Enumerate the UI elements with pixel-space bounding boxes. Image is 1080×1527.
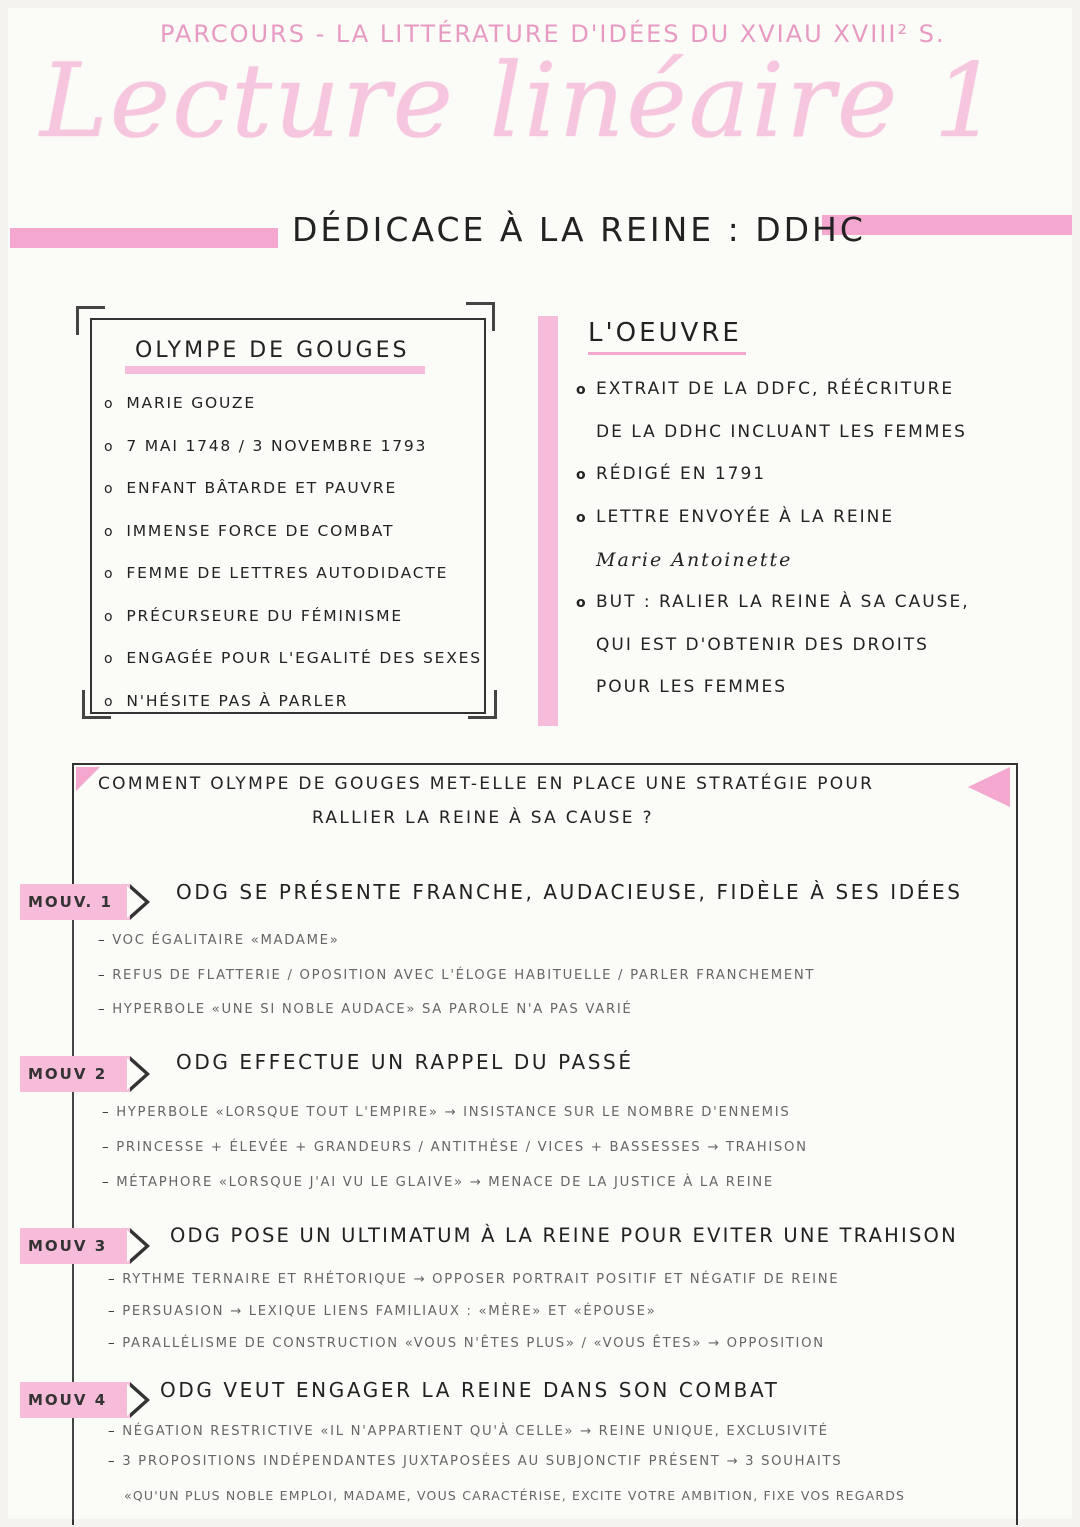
movement-4-point: – 3 PROPOSITIONS INDÉPENDANTES JUXTAPOSÉES AU SUBJONCTIF PRÉSENT → 3 SOUHAITS: [108, 1454, 842, 1469]
movement-title-1: ODG SE PRÉSENTE FRANCHE, AUDACIEUSE, FIDÈLE À SES IDÉES: [176, 880, 963, 904]
list-item: o FEMME DE LETTRES AUTODIDACTE: [104, 558, 482, 601]
bullet: o: [576, 467, 588, 483]
list-item: o IMMENSE FORCE DE COMBAT: [104, 516, 482, 559]
pink-triangle-left-icon: [76, 767, 100, 791]
movement-3-point: – PERSUASION → LEXIQUE LIENS FAMILIAUX : «MÈRE» ET «ÉPOUSE»: [108, 1304, 656, 1319]
list-item: o MARIE GOUZE: [104, 388, 482, 431]
list-item: [576, 624, 1046, 666]
arrow-right-icon: [130, 1056, 150, 1092]
list-item: [576, 368, 1046, 411]
list-item: [576, 496, 1046, 539]
movement-3-point: – PARALLÉLISME DE CONSTRUCTION «VOUS N'ÊTES PLUS» / «VOUS ÊTES» → OPPOSITION: [108, 1336, 825, 1351]
movement-tag-2: MOUV 2: [20, 1056, 130, 1092]
box-corner-top-left: [76, 306, 105, 335]
line-text: EXTRAIT DE LA DDFC, RÉÉCRITURE: [596, 379, 955, 399]
list-item: [576, 539, 1046, 581]
line-text: POUR LES FEMMES: [596, 677, 788, 697]
bullet: o: [576, 382, 588, 398]
problematic-line-1: COMMENT OLYMPE DE GOUGES MET-ELLE EN PLACE UNE STRATÉGIE POUR: [98, 774, 875, 794]
page-subtitle: DÉDICACE À LA REINE : DDHC: [292, 210, 866, 249]
line-text: DE LA DDHC INCLUANT LES FEMMES: [596, 422, 967, 442]
arrow-right-icon: [130, 884, 150, 920]
list-item: o PRÉCURSEURE DU FÉMINISME: [104, 601, 482, 644]
oeuvre-title: L'OEUVRE: [588, 318, 742, 348]
movement-tag-4: MOUV 4: [20, 1382, 130, 1418]
line-text: BUT : RALIER LA REINE À SA CAUSE,: [596, 592, 970, 612]
author-facts-list: [104, 388, 482, 728]
list-item: o 7 MAI 1748 / 3 NOVEMBRE 1793: [104, 431, 482, 474]
movement-tag-3: MOUV 3: [20, 1228, 130, 1264]
list-item: o N'HÉSITE PAS À PARLER: [104, 686, 482, 729]
arrow-right-icon: [130, 1228, 150, 1264]
line-text: QUI EST D'OBTENIR DES DROITS: [596, 635, 929, 655]
movement-title-3: ODG POSE UN ULTIMATUM À LA REINE POUR EVITER UNE TRAHISON: [170, 1224, 958, 1247]
page-title: Lecture linéaire 1: [40, 42, 1001, 161]
movement-tag-1: MOUV. 1: [20, 884, 130, 920]
highlighter-bar-left: [10, 228, 278, 248]
movement-4-point: «QU'UN PLUS NOBLE EMPLOI, MADAME, VOUS CARACTÉRISE, EXCITE VOTRE AMBITION, FIXE VOS REGARDS: [124, 1488, 906, 1503]
bullet: o: [576, 510, 588, 526]
list-item: [576, 581, 1046, 624]
oeuvre-title-underline: [588, 352, 746, 355]
movement-4-point: – NÉGATION RESTRICTIVE «IL N'APPARTIENT QU'À CELLE» → REINE UNIQUE, EXCLUSIVITÉ: [108, 1424, 829, 1439]
movement-3-point: – RYTHME TERNAIRE ET RHÉTORIQUE → OPPOSER PORTRAIT POSITIF ET NÉGATIF DE REINE: [108, 1272, 839, 1287]
line-text: RÉDIGÉ EN 1791: [596, 464, 767, 484]
list-item: [576, 411, 1046, 453]
oeuvre-list: [576, 368, 1046, 708]
author-name-highlight: [125, 366, 425, 374]
pink-triangle-right-icon: [968, 767, 1010, 807]
arrow-right-icon: [130, 1382, 150, 1418]
movement-1-point: – VOC ÉGALITAIRE «MADAME»: [98, 933, 340, 948]
problematic-line-2: RALLIER LA REINE À SA CAUSE ?: [312, 808, 654, 828]
bullet: o: [576, 595, 588, 611]
list-item: [576, 453, 1046, 496]
line-text: LETTRE ENVOYÉE À LA REINE: [596, 507, 895, 527]
movement-title-4: ODG VEUT ENGAGER LA REINE DANS SON COMBAT: [160, 1378, 780, 1402]
movement-title-2: ODG EFFECTUE UN RAPPEL DU PASSÉ: [176, 1050, 634, 1074]
course-heading: PARCOURS - LA LITTÉRATURE D'IDÉES DU XVIAU XVIII² S.: [160, 20, 946, 48]
movement-2-point: – PRINCESSE + ÉLEVÉE + GRANDEURS / ANTITHÈSE / VICES + BASSESSES → TRAHISON: [102, 1140, 808, 1155]
movement-1-point: – REFUS DE FLATTERIE / OPOSITION AVEC L'ÉLOGE HABITUELLE / PARLER FRANCHEMENT: [98, 968, 815, 983]
author-name: OLYMPE DE GOUGES: [135, 338, 410, 363]
movement-1-point: – HYPERBOLE «UNE SI NOBLE AUDACE» SA PAROLE N'A PAS VARIÉ: [98, 1002, 632, 1017]
list-item: o ENFANT BÂTARDE ET PAUVRE: [104, 473, 482, 516]
movement-2-point: – HYPERBOLE «LORSQUE TOUT L'EMPIRE» → INSISTANCE SUR LE NOMBRE D'ENNEMIS: [102, 1105, 790, 1120]
box-corner-top-right: [466, 302, 495, 331]
list-item: [576, 666, 1046, 708]
line-text: Marie Antoinette: [596, 549, 793, 571]
list-item: o ENGAGÉE POUR L'EGALITÉ DES SEXES: [104, 643, 482, 686]
timeline-line: [72, 890, 74, 1520]
oeuvre-highlight-bar: [538, 316, 558, 726]
movement-2-point: – MÉTAPHORE «LORSQUE J'AI VU LE GLAIVE» → MENACE DE LA JUSTICE À LA REINE: [102, 1175, 774, 1190]
